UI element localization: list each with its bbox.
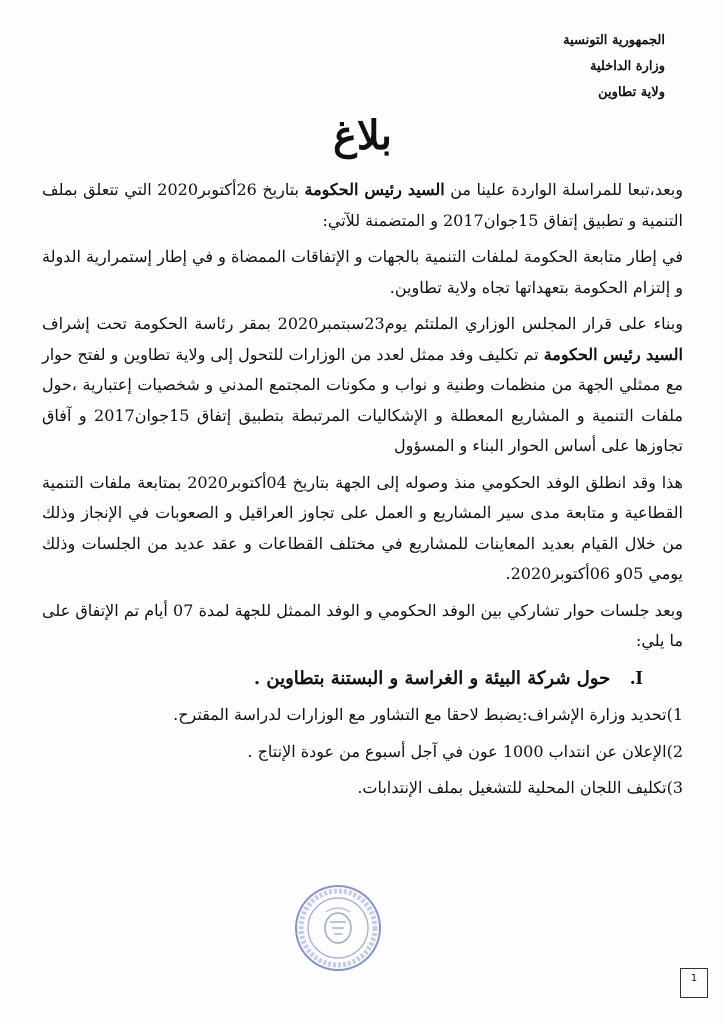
paragraph-2: في إطار متابعة الحكومة لملفات التنمية بالجهات و الإتفاقات الممضاة و في إطار إستمرارية الدولة و إلتزام الحكومة بتعهداتها تجاه ولاية تطاوين. [42, 247, 683, 297]
header-governorate: ولاية تطاوين [598, 85, 665, 100]
paragraph-5: وبعد جلسات حوار تشاركي بين الوفد الحكومي و الوفد الممثل للجهة لمدة 07 أيام تم الإتفاق على ما يلي: [42, 600, 683, 650]
section-label: حول شركة البيئة و الغراسة و البستنة بتطاوين . [253, 667, 611, 689]
paragraph-3-text-a: وبناء على قرار المجلس الوزاري الملتئم يوم23سبتمبر2020 بمقر رئاسة الحكومة تحت إشراف [42, 314, 683, 333]
list-item: 2)الإعلان عن انتداب 1000 عون في آجل أسبوع من عودة الإنتاج . [247, 741, 683, 761]
header-republic: الجمهورية التونسية [563, 33, 665, 48]
paragraph-1-text-a: وبعد،تبعا للمراسلة الواردة علينا من [444, 180, 684, 199]
document-title: بلاغ [333, 112, 392, 159]
section-number: I. [630, 666, 643, 689]
page-number-box [680, 968, 708, 998]
list-item: 3)تكليف اللجان المحلية للتشغيل بملف الإنتدابات. [357, 778, 683, 797]
document-body [42, 175, 683, 810]
paragraph-1 [42, 175, 683, 236]
paragraph-3 [42, 309, 683, 462]
paragraph-3-bold: السيد رئيس الحكومة [543, 344, 684, 364]
section-heading-i [42, 663, 643, 695]
page-number: 1 [690, 973, 698, 984]
paragraph-3-text-c: تم تكليف وفد ممثل لعدد من الوزارات للتحول إلى ولاية تطاوين و لفتح حوار مع ممثلي الجهة من منظمات وطنية و نواب و مكونات المجتمع المدني و شخصيات إعتبارية ،حول ملفات التنمية و المشاريع المعطلة و الإشكاليات المرتبطة بتطبيق إتفاق 15جوان2017 و آفاق تجاوزها على أساس الحوار البناء و المسؤول [42, 344, 684, 455]
letterhead [563, 28, 665, 106]
paragraph-4: هذا وقد انطلق الوفد الحكومي منذ وصوله إلى الجهة بتاريخ 04أكتوبر2020 بمتابعة ملفات التنمية القطاعية و متابعة مدى سير المشاريع و العمل على تجاوز العراقيل و الصعوبات في الإنجاز وذلك من خلال القيام بعديد المعاينات للمشاريع في مختلف القطاعات و عقد عديد من الجلسات وذلك يومي 05و 06أكتوبر2020. [42, 472, 683, 583]
header-ministry: وزارة الداخلية [589, 59, 665, 74]
official-stamp-seal [292, 882, 384, 974]
paragraph-1-text-c: بتاريخ 26أكتوبر2020 التي تتعلق بملف التنمية و تطبيق إتفاق 15جوان2017 و المتضمنة للآتي: [42, 180, 683, 230]
paragraph-1-bold: السيد رئيس الحكومة [304, 180, 445, 199]
list-item: 1)تحديد وزارة الإشراف:يضبط لاحقا مع التشاور مع الوزارات لدراسة المقترح. [173, 705, 683, 724]
